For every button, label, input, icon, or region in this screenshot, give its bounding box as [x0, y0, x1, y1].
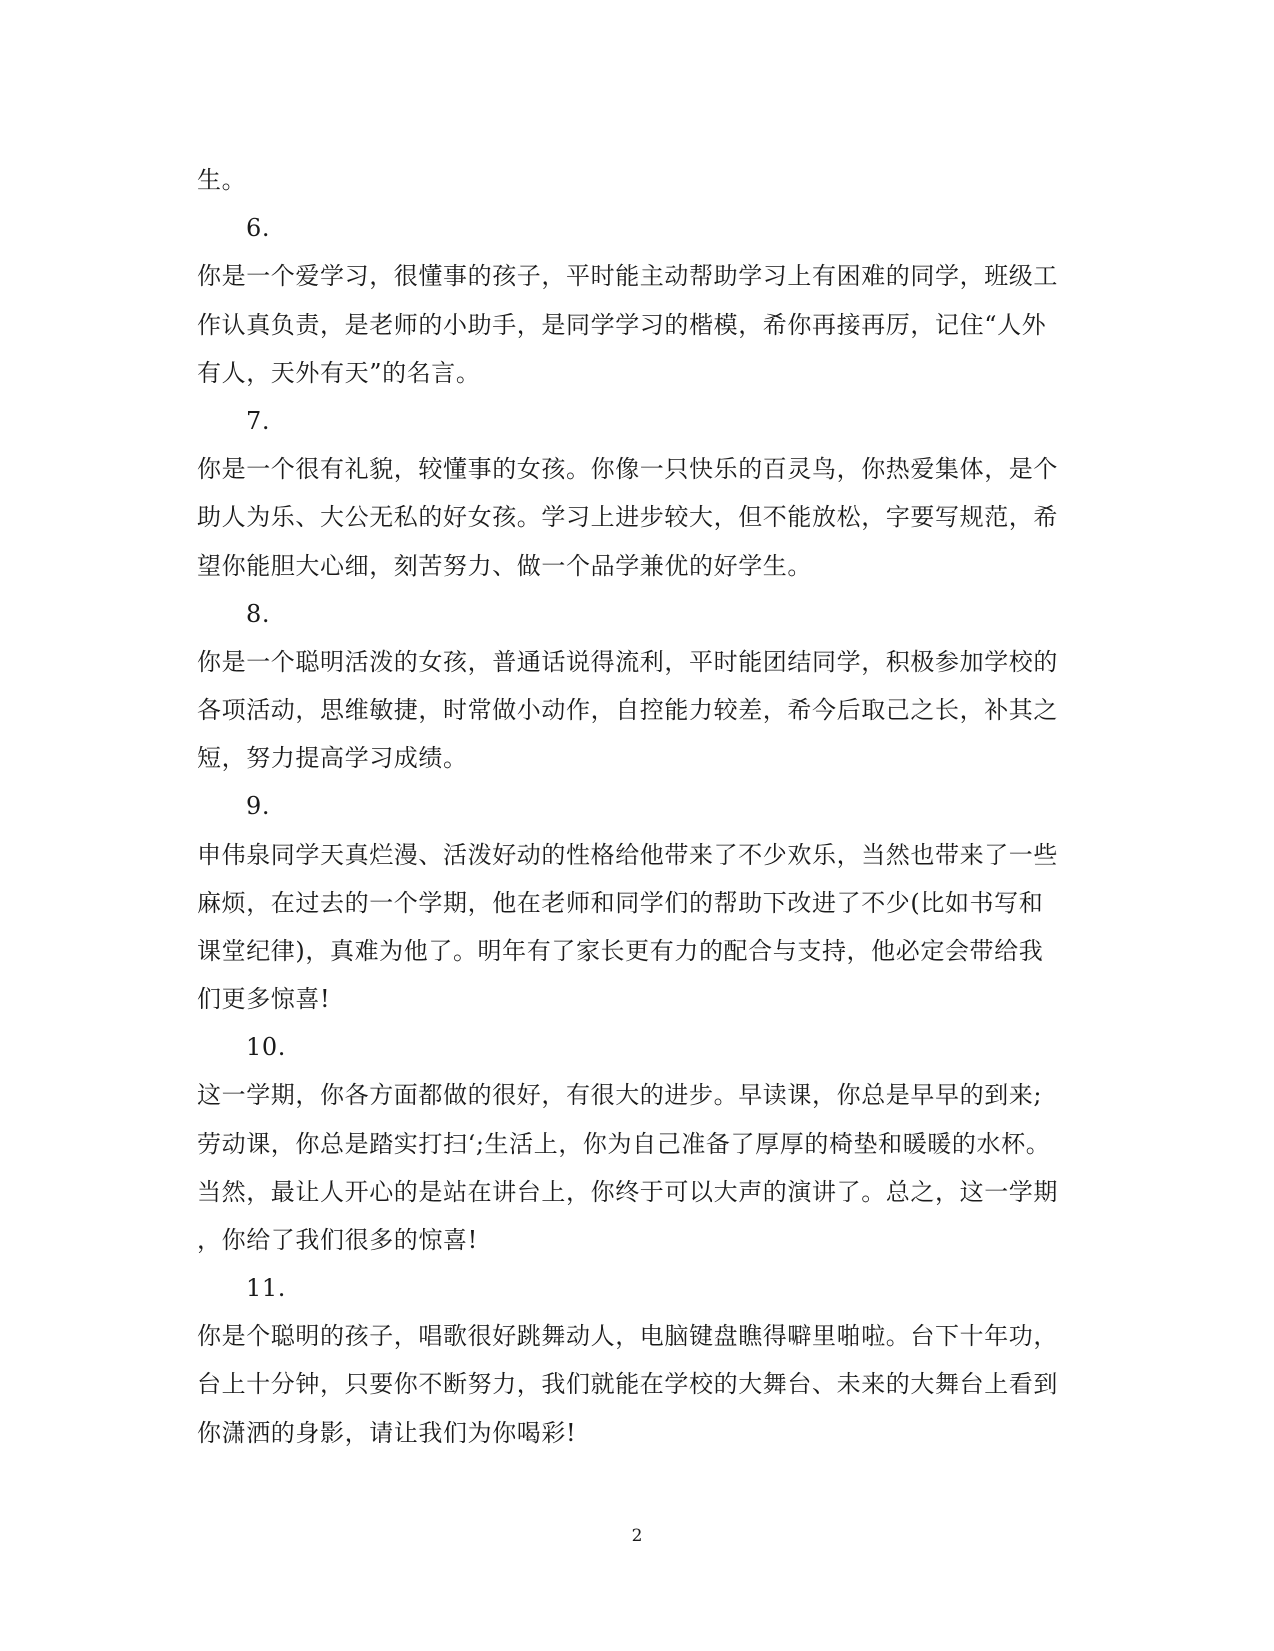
paragraph-line: 生。 [197, 166, 247, 194]
item-number: 6. [246, 214, 271, 242]
paragraph-line: ，你给了我们很多的惊喜! [197, 1226, 478, 1254]
paragraph-line: 你是一个爱学习，很懂事的孩子，平时能主动帮助学习上有困难的同学，班级工 [197, 262, 1058, 290]
paragraph-line: 望你能胆大心细，刻苦努力、做一个品学兼优的好学生。 [197, 552, 812, 580]
item-number: 11. [246, 1274, 286, 1302]
item-number: 9. [246, 792, 271, 820]
paragraph-line: 们更多惊喜! [197, 985, 331, 1013]
paragraph-line: 你是一个很有礼貌，较懂事的女孩。你像一只快乐的百灵鸟，你热爱集体，是个 [197, 455, 1058, 483]
paragraph-line: 有人，天外有天”的名言。 [197, 359, 481, 387]
paragraph-line: 你潇洒的身影，请让我们为你喝彩! [197, 1419, 577, 1447]
paragraph-line: 短，努力提高学习成绩。 [197, 744, 468, 772]
paragraph-line: 你是个聪明的孩子，唱歌很好跳舞动人，电脑键盘瞧得噼里啪啦。台下十年功， [197, 1322, 1058, 1350]
paragraph-line: 申伟泉同学天真烂漫、活泼好动的性格给他带来了不少欢乐，当然也带来了一些 [197, 841, 1058, 869]
paragraph-line: 作认真负责，是老师的小助手，是同学学习的楷模，希你再接再厉，记住“人外 [197, 311, 1047, 339]
item-number: 7. [246, 407, 271, 435]
paragraph-line: 劳动课，你总是踏实打扫‘;生活上，你为自己准备了厚厚的椅垫和暖暖的水杯。 [197, 1130, 1051, 1158]
paragraph-line: 麻烦，在过去的一个学期，他在老师和同学们的帮助下改进了不少(比如书写和 [197, 889, 1044, 917]
paragraph-line: 助人为乐、大公无私的好女孩。学习上进步较大，但不能放松，字要写规范，希 [197, 503, 1058, 531]
paragraph-line: 各项活动，思维敏捷，时常做小动作，自控能力较差，希今后取己之长，补其之 [197, 696, 1058, 724]
paragraph-line: 这一学期，你各方面都做的很好，有很大的进步。早读课，你总是早早的到来; [197, 1081, 1043, 1109]
item-number: 8. [246, 600, 271, 628]
paragraph-line: 你是一个聪明活泼的女孩，普通话说得流利，平时能团结同学，积极参加学校的 [197, 648, 1058, 676]
paragraph-line: 台上十分钟，只要你不断努力，我们就能在学校的大舞台、未来的大舞台上看到 [197, 1370, 1058, 1398]
page-number: 2 [631, 1526, 643, 1546]
paragraph-line: 当然，最让人开心的是站在讲台上，你终于可以大声的演讲了。总之，这一学期 [197, 1178, 1058, 1206]
paragraph-line: 课堂纪律)，真难为他了。明年有了家长更有力的配合与支持，他必定会带给我 [197, 937, 1044, 965]
item-number: 10. [246, 1033, 286, 1061]
